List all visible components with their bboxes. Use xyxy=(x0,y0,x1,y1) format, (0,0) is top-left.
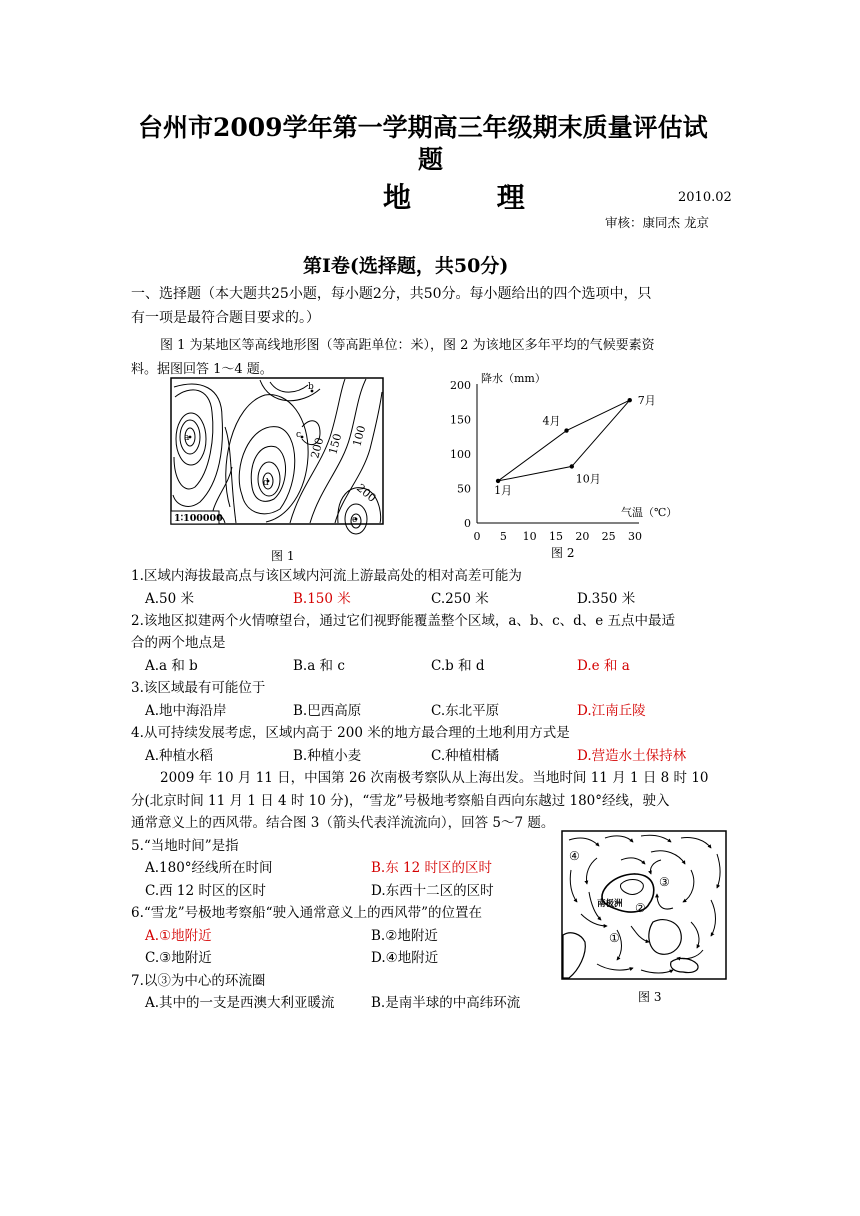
x-tick-label: 30 xyxy=(628,530,642,543)
marker-2: ② xyxy=(635,901,646,915)
point-e-label: e xyxy=(352,515,358,525)
q1-option-d: D.350 米 xyxy=(577,591,636,607)
page-title: 台州市2009学年第一学期高三年级期末质量评估试 xyxy=(138,113,708,142)
q7-option-a: A.其中的一支是西澳大利亚暖流 xyxy=(145,995,335,1011)
x-tick-label: 5 xyxy=(499,530,507,543)
marker-4: ④ xyxy=(569,849,580,863)
q3-option-d: D.江南丘陵 xyxy=(577,703,646,719)
climate-polygon xyxy=(498,400,630,481)
q3-option-c: C.东北平原 xyxy=(431,703,500,719)
section-title: 第Ⅰ卷(选择题，共50分) xyxy=(303,255,509,277)
contour-label-200: 200 xyxy=(308,436,327,460)
q4-option-a: A.种植水稻 xyxy=(145,748,214,764)
q3-option-a: A.地中海沿岸 xyxy=(145,703,227,719)
x-tick-label: 15 xyxy=(549,530,563,543)
x-tick-label: 20 xyxy=(575,530,590,543)
q6-option-c: C.③地附近 xyxy=(145,950,212,966)
q2-option-a: A.a 和 b xyxy=(145,658,198,674)
y-axis-label: 降水（mm） xyxy=(481,372,546,385)
q1-option-b: B.150 米 xyxy=(293,591,351,607)
data-point xyxy=(570,464,574,468)
y-tick-label: 100 xyxy=(450,448,471,461)
intro1-line2: 料。据图回答 1～4 题。 xyxy=(131,362,273,377)
q6-option-a: A.①地附近 xyxy=(145,928,212,944)
point-a-label: a xyxy=(184,433,190,443)
data-point-label: 10月 xyxy=(575,472,601,486)
q3-option-b: B.巴西高原 xyxy=(293,703,362,719)
contour-label-100: 100 xyxy=(350,424,369,448)
intro2-line2: 分(北京时间 11 月 1 日 4 时 10 分)，“雪龙”号极地考察船自西向东越过 180°经线，驶入 xyxy=(131,793,670,809)
q5-option-d: D.东西十二区的区时 xyxy=(371,883,494,899)
figure3-caption: 图 3 xyxy=(638,990,662,1004)
data-point-label: 1月 xyxy=(494,483,513,497)
figure2-caption: 图 2 xyxy=(551,546,575,560)
subject-title: 地 理 xyxy=(383,181,563,214)
intro1-line1: 图 1 为某地区等高线地形图（等高距单位：米），图 2 为该地区多年平均的气候要素资 xyxy=(160,338,655,353)
point-d-label: d xyxy=(263,478,269,488)
map-scale: 1∶100000 xyxy=(174,513,223,524)
x-tick-label: 0 xyxy=(473,530,481,543)
data-point-label: 7月 xyxy=(637,394,656,408)
q2-stem-line1: 2.该地区拟建两个火情嘹望台，通过它们视野能覆盖整个区域，a、b、c、d、e 五点中最适 xyxy=(131,613,676,629)
q1-option-c: C.250 米 xyxy=(431,591,489,607)
q2-option-b: B.a 和 c xyxy=(293,658,345,674)
q5-option-a: A.180°经线所在时间 xyxy=(145,860,273,876)
data-point-label: 4月 xyxy=(542,414,561,428)
q4-option-b: B.种植小麦 xyxy=(293,748,362,764)
q6-option-b: B.②地附近 xyxy=(371,928,438,944)
q2-stem-line2: 合的两个地点是 xyxy=(131,635,226,651)
data-point xyxy=(628,398,632,402)
x-tick-label: 10 xyxy=(522,530,537,543)
q5-stem: 5.“当地时间”是指 xyxy=(131,838,239,854)
q1-option-a: A.50 米 xyxy=(145,591,195,607)
intro2-line1: 2009 年 10 月 11 日，中国第 26 次南极考察队从上海出发。当地时间 11 月 1 日 8 时 10 xyxy=(160,770,709,786)
exam-date: 2010.02 xyxy=(678,190,732,205)
instructions-line2: 有一项是最符合题目要求的。） xyxy=(131,310,320,326)
point-c-label: c xyxy=(296,430,302,440)
x-tick-label: 25 xyxy=(601,530,616,543)
q4-option-d: D.营造水土保持林 xyxy=(577,748,687,764)
q7-stem: 7.以③为中心的环流圈 xyxy=(131,973,266,989)
q2-option-d: D.e 和 a xyxy=(577,658,630,674)
contour-label-150: 150 xyxy=(326,432,345,456)
data-point xyxy=(564,428,568,432)
figure3-ocean-currents-map xyxy=(561,830,727,980)
q4-option-c: C.种植柑橘 xyxy=(431,748,500,764)
antarctica-label: 南极洲 xyxy=(597,899,623,909)
instructions-line1: 一、选择题（本大题共25小题，每小题2分，共50分。每小题给出的四个选项中，只 xyxy=(131,286,652,302)
q4-stem: 4.从可持续发展考虑，区域内高于 200 米的地方最合理的土地利用方式是 xyxy=(131,725,570,741)
q1-stem: 1.区域内海拔最高点与该区域内河流上游最高处的相对高差可能为 xyxy=(131,568,522,584)
figure1-contour-map xyxy=(170,377,384,543)
y-tick-label: 150 xyxy=(450,413,471,427)
marker-3: ③ xyxy=(659,875,670,889)
page-title-cont: 题 xyxy=(418,145,444,174)
point-b-label: b xyxy=(308,382,314,392)
intro2-line3: 通常意义上的西风带。结合图 3（箭头代表洋流流向），回答 5～7 题。 xyxy=(131,815,555,831)
y-tick-label: 50 xyxy=(457,482,471,496)
x-axis-label: 气温（℃） xyxy=(621,506,678,519)
q3-stem: 3.该区域最有可能位于 xyxy=(131,680,266,696)
q2-option-c: C.b 和 d xyxy=(431,658,485,674)
y-tick-label: 0 xyxy=(464,517,471,530)
q6-stem: 6.“雪龙”号极地考察船“驶入通常意义上的西风带”的位置在 xyxy=(131,905,482,921)
contour-label-200b: 200 xyxy=(354,481,379,505)
figure1-caption: 图 1 xyxy=(271,549,295,563)
q7-option-b: B.是南半球的中高纬环流 xyxy=(371,995,521,1011)
q5-option-b: B.东 12 时区的区时 xyxy=(371,860,492,876)
figure2-climate-chart xyxy=(445,370,685,545)
y-tick-label: 200 xyxy=(450,379,471,392)
marker-1: ① xyxy=(609,931,620,945)
q5-option-c: C.西 12 时区的区时 xyxy=(145,883,266,899)
q6-option-d: D.④地附近 xyxy=(371,950,439,966)
reviewers: 审核：康同杰 龙京 xyxy=(605,215,709,230)
data-point xyxy=(496,479,500,483)
